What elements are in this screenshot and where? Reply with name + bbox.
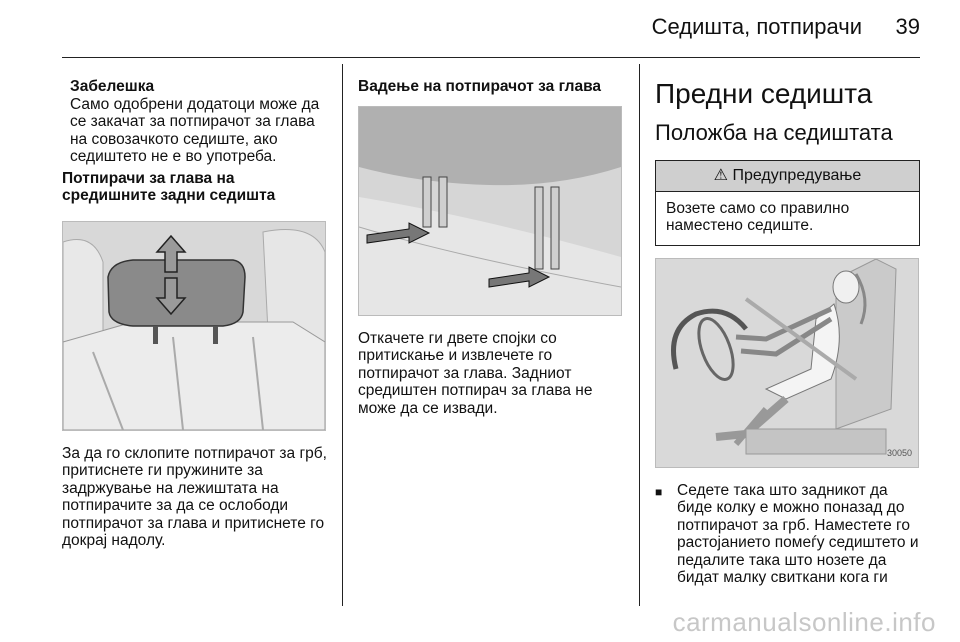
remove-headrest-instructions: Откачете ги двете спојки со притискање и извлечете го потпирачот за глава. Задниот средиштен потпирач за глава не може да се извади. [358, 329, 593, 417]
warning-title: Предупредување [732, 167, 862, 184]
page-number: 39 [895, 14, 920, 39]
right-column [655, 78, 920, 587]
note-title: Забелешка [70, 78, 155, 95]
list-item [655, 482, 920, 587]
left-column [62, 78, 332, 550]
seat-position-heading: Положба на седиштата [655, 120, 893, 145]
figure-code: 30050 [886, 448, 912, 458]
header-rule [62, 57, 920, 58]
rear-headrest-instructions: За да го склопите потпирачот за грб, притиснете ги пружините за задржување на лежиштата на потпирачите за да се ослободи потпирачот за глава и притиснете го докрај надолу. [62, 444, 327, 549]
seat-position-figure [655, 258, 919, 468]
headrest-rear-subheading: Потпирачи за глава на средишните задни седишта [62, 169, 276, 204]
middle-column [358, 78, 628, 417]
warning-triangle-icon: ⚠ [713, 167, 729, 184]
remove-headrest-figure [358, 106, 622, 316]
bullet-text: Седете така што задникот да биде колку е можно поназад до потпирачот за грб. Наместете го растојанието помеѓу седиштето и педалите така што нозете да бидат малку свиткани кога ги [677, 481, 919, 586]
warning-box [655, 160, 920, 246]
bullet-square-icon: ■ [655, 484, 663, 499]
page-header-title: Седишта, потпирачи [651, 14, 862, 39]
note-body: Само одобрени додатоци може да се закачат за потпирачот за глава на совозачкото седиште, ако седиштето не е во употреба. [70, 95, 320, 165]
warning-body: Возете само со правилно наместено седиште. [666, 199, 850, 234]
warning-header [656, 161, 919, 192]
column-divider-2 [639, 64, 640, 606]
watermark: carmanualsonline.info [672, 607, 936, 637]
rear-headrest-figure [62, 221, 326, 431]
remove-headrest-subheading: Вадење на потпирачот за глава [358, 78, 602, 95]
column-divider-1 [342, 64, 343, 606]
front-seats-heading: Предни седишта [655, 78, 873, 109]
